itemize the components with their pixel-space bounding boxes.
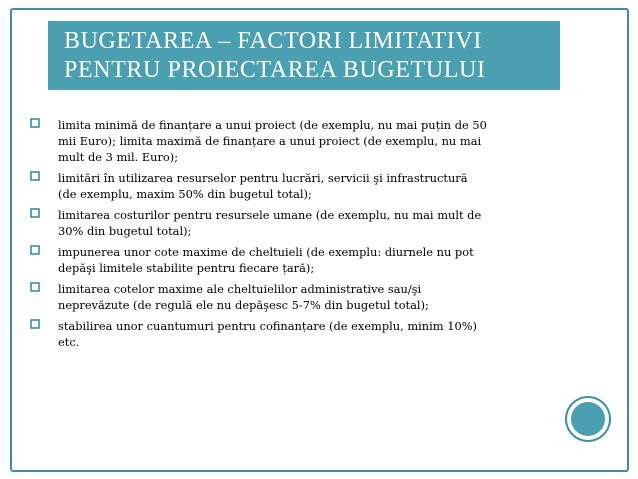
bullet-text-line: limitarea costurilor pentru resursele umane (de exemplu, nu mai mult de <box>58 208 482 222</box>
hollow-square-bullet-icon <box>30 171 40 181</box>
bullet-text-line: depăşi limitele stabilite pentru fiecare țară); <box>58 261 315 275</box>
decorative-circle-icon <box>567 398 609 440</box>
bullet-text-line: limitări în utilizarea resurselor pentru lucrări, servicii şi infrastructură <box>58 171 468 185</box>
hollow-square-bullet-icon <box>30 282 40 292</box>
bullet-text-line: stabilirea unor cuantumuri pentru cofinanțare (de exemplu, minim 10%) <box>58 319 477 333</box>
bullet-text-line: neprevăzute (de regulă ele nu depăşesc 5-7% din bugetul total); <box>58 298 429 312</box>
bullet-text-line: mii Euro); limita maximă de finanțare a unui proiect (de exemplu, nu mai <box>58 134 482 148</box>
bullet-list <box>30 117 560 355</box>
bullet-text-line: limitarea cotelor maxime ale cheltuielilor administrative sau/şi <box>58 282 422 296</box>
bullet-item <box>30 170 560 202</box>
bullet-text-line: 30% din bugetul total); <box>58 224 192 238</box>
bullet-item <box>30 318 560 350</box>
bullet-item <box>30 244 560 276</box>
hollow-square-bullet-icon <box>30 118 40 128</box>
slide-title-line-2: PENTRU PROIECTAREA BUGETULUI <box>64 57 486 83</box>
bullet-text-line: limita minimă de finanțare a unui proiect (de exemplu, nu mai puțin de 50 <box>58 118 487 132</box>
bullet-item <box>30 207 560 239</box>
bullet-text-line: mult de 3 mil. Euro); <box>58 150 179 164</box>
bullet-text-line: impunerea unor cote maxime de cheltuieli (de exemplu: diurnele nu pot <box>58 245 474 259</box>
bullet-item <box>30 281 560 313</box>
bullet-item <box>30 117 560 165</box>
bullet-text-line: (de exemplu, maxim 50% din bugetul total); <box>58 187 312 201</box>
title-bar <box>48 21 560 90</box>
hollow-square-bullet-icon <box>30 245 40 255</box>
slide-title-line-1: BUGETAREA – FACTORI LIMITATIVI <box>64 28 482 54</box>
hollow-square-bullet-icon <box>30 208 40 218</box>
bullet-text-line: etc. <box>58 335 80 349</box>
hollow-square-bullet-icon <box>30 319 40 329</box>
